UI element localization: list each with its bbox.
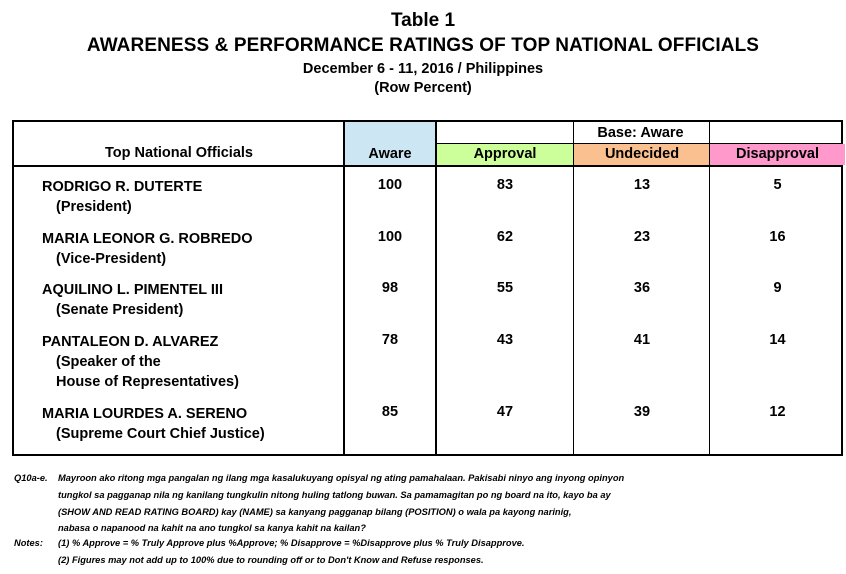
undecided-value: 13 [633,177,651,193]
approval-value: 43 [496,332,514,348]
note-line: (1) % Approve = % Truly Approve plus %Approve; % Disapprove = %Disapprove plus % Truly Disapprove. [58,538,525,548]
official-cell [42,280,223,320]
official-cell [42,177,202,217]
official-position: (Speaker of the [56,354,161,370]
table-number: Table 1 [390,10,456,31]
undecided-value: 39 [633,404,651,420]
aware-value: 78 [381,332,399,348]
official-name: PANTALEON D. ALVAREZ [42,334,219,350]
undecided-value: 36 [633,280,651,296]
ratings-table [12,120,843,456]
question-label: Q10a-e. [14,473,48,483]
question-line: nabasa o napanood na kahit na ano tungkol sa kanya kahit na kailan? [58,523,366,534]
approval-value: 55 [496,280,514,296]
official-name: MARIA LOURDES A. SERENO [42,406,248,422]
disapproval-value: 16 [769,229,786,245]
official-name: MARIA LEONOR G. ROBREDO [42,231,253,247]
undecided-header: Undecided [574,144,710,165]
official-position: House of Representatives) [56,374,239,390]
date-line: December 6 - 11, 2016 / Philippines [302,61,544,77]
official-cell [42,332,239,392]
header-separator [14,165,841,167]
question-line: Mayroon ako ritong mga pangalan ng ilang mga kasalukuyang opisyal ng ating pamahalaan. Pakisabi ninyo ang inyong opinyon [58,473,625,483]
official-cell [42,404,265,444]
approval-header: Approval [436,144,574,165]
official-position: (Supreme Court Chief Justice) [56,426,265,442]
approval-value: 47 [496,404,514,420]
question-line: tungkol sa pagganap nila ng kanilang tungkulin nitong huling tatlong buwan. Sa pamamagitan po ng board na ito, kayo ba ay [58,489,611,500]
official-position: (President) [56,199,132,215]
aware-column-header: Aware [368,146,412,162]
row-percent-note: (Row Percent) [374,80,472,96]
official-name: AQUILINO L. PIMENTEL III [42,282,223,298]
approval-value: 83 [496,177,514,193]
aware-value: 100 [377,177,403,193]
disapproval-header: Disapproval [710,144,845,165]
approval-value: 62 [496,229,514,245]
disapproval-value: 14 [769,332,786,348]
aware-value: 98 [381,280,399,296]
subheader-line [436,143,841,144]
base-aware-label: Base: Aware [597,125,684,141]
official-name: RODRIGO R. DUTERTE [42,179,203,195]
disapproval-value: 12 [769,404,786,420]
undecided-value: 23 [633,229,651,245]
official-cell [42,229,253,269]
undecided-value: 41 [633,332,651,348]
aware-value: 85 [381,404,399,420]
officials-column-header: Top National Officials [105,145,253,161]
official-position: (Vice-President) [56,251,167,267]
official-position: (Senate President) [56,302,184,318]
question-line: (SHOW AND READ RATING BOARD) kay (NAME) sa kanyang pagganap bilang (POSITION) o wala pa kayong narinig, [58,506,572,517]
disapproval-value: 9 [773,280,782,296]
table-title: AWARENESS & PERFORMANCE RATINGS OF TOP NATIONAL OFFICIALS [86,35,760,56]
note-line: (2) Figures may not add up to 100% due to rounding off or to Don't Know and Refuse responses. [58,554,484,565]
notes-label: Notes: [14,538,43,548]
disapproval-value: 5 [773,177,782,193]
aware-value: 100 [377,229,403,245]
